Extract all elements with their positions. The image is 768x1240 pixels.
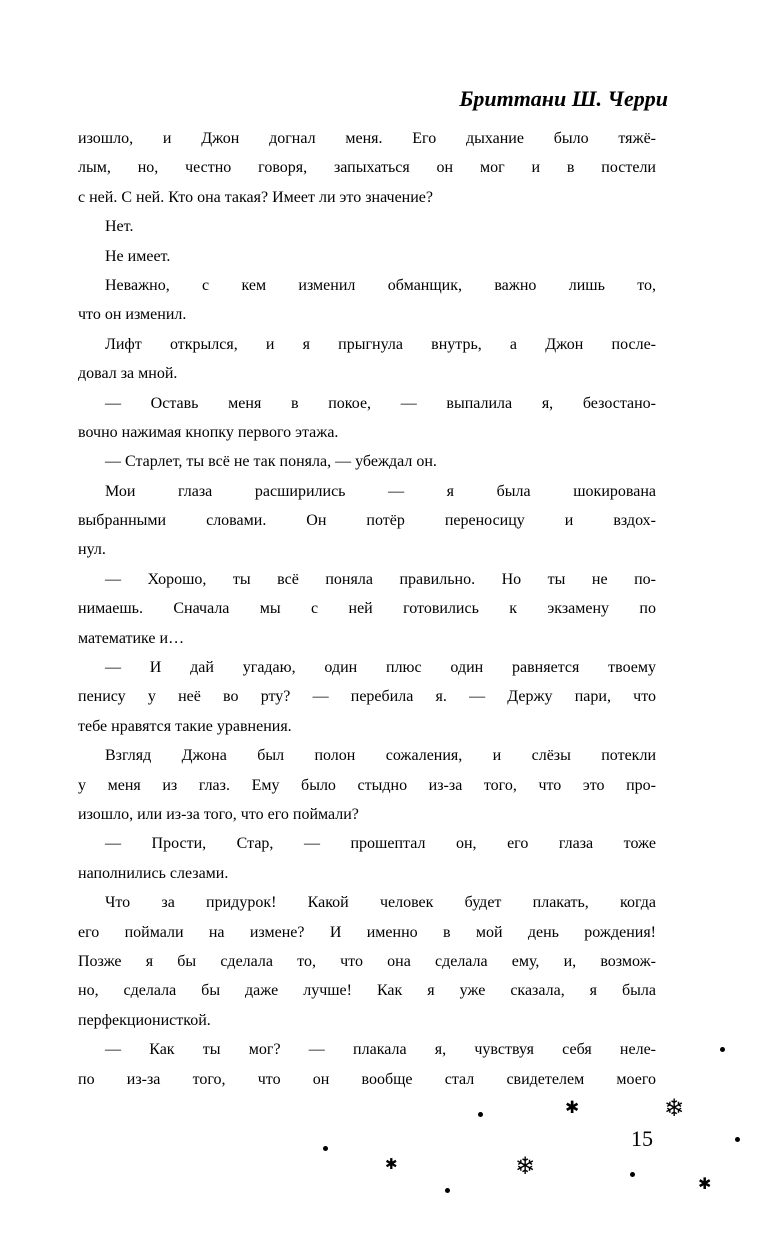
- text-line: по из-за того, что он вообще стал свидетелем моего: [78, 1070, 656, 1088]
- text-line: нул.: [78, 541, 106, 559]
- snowflake-icon: ❄: [664, 1094, 685, 1122]
- snow-dot: [630, 1172, 635, 1177]
- text-line: — И дай угадаю, один плюс один равняется твоему: [105, 659, 656, 677]
- text-line: изошло, или из-за того, что его поймали?: [78, 805, 359, 823]
- text-line: Взгляд Джона был полон сожаления, и слёзы потекли: [105, 747, 656, 765]
- text-line: нимаешь. Сначала мы с ней готовились к экзамену по: [78, 600, 656, 618]
- snow-dot: [735, 1137, 740, 1142]
- page-body-text: [78, 130, 656, 1100]
- snowflake-icon: ✱: [565, 1098, 580, 1118]
- snow-dot: [720, 1047, 725, 1052]
- text-line: — Прости, Стар, — прошептал он, его глаза тоже: [105, 835, 656, 853]
- text-line: перфекционисткой.: [78, 1011, 211, 1029]
- text-line: Мои глаза расширились — я была шокирована: [105, 482, 656, 500]
- text-line: Нет.: [105, 218, 134, 236]
- snowflake-icon: ❄: [515, 1152, 536, 1180]
- text-line: довал за мной.: [78, 365, 178, 383]
- text-line: у меня из глаз. Ему было стыдно из-за того, что это про-: [78, 776, 656, 794]
- text-line: что он изменил.: [78, 306, 187, 324]
- text-line: Неважно, с кем изменил обманщик, важно лишь то,: [105, 276, 656, 294]
- text-line: изошло, и Джон догнал меня. Его дыхание было тяжё-: [78, 130, 656, 147]
- text-line: Позже я бы сделала то, что она сделала ему, и, возмож-: [78, 952, 656, 970]
- text-line: — Как ты мог? — плакала я, чувствуя себя неле-: [105, 1041, 656, 1059]
- text-line: — Хорошо, ты всё поняла правильно. Но ты не по-: [105, 570, 656, 588]
- snow-dot: [478, 1112, 483, 1117]
- text-line: Что за придурок! Какой человек будет плакать, когда: [105, 894, 656, 912]
- text-line: — Оставь меня в покое, — выпалила я, безостано-: [105, 394, 656, 412]
- text-line: его поймали на измене? И именно в мой день рождения!: [78, 923, 656, 941]
- text-line: Лифт открылся, и я прыгнула внутрь, а Джон после-: [105, 335, 656, 353]
- text-line: вочно нажимая кнопку первого этажа.: [78, 423, 339, 441]
- snow-dot: [323, 1146, 328, 1151]
- text-line: наполнились слезами.: [78, 864, 229, 882]
- text-line: математике и…: [78, 629, 185, 647]
- snowflake-icon: ✱: [385, 1155, 398, 1173]
- snowflake-icon: ✱: [698, 1174, 712, 1193]
- page-number: 15: [631, 1126, 653, 1151]
- text-line: пенису у неё во рту? — перебила я. — Держу пари, что: [78, 688, 656, 706]
- text-line: но, сделала бы даже лучше! Как я уже сказала, я была: [78, 982, 656, 1000]
- text-line: с ней. С ней. Кто она такая? Имеет ли это значение?: [78, 188, 434, 206]
- text-line: лым, но, честно говоря, запыхаться он мог и в постели: [78, 159, 656, 177]
- running-title: Бриттани Ш. Черри: [459, 86, 668, 111]
- text-line: выбранными словами. Он потёр переносицу и вздох-: [78, 512, 656, 530]
- text-line: Не имеет.: [105, 247, 171, 265]
- text-line: тебе нравятся такие уравнения.: [78, 717, 292, 735]
- text-line: — Старлет, ты всё не так поняла, — убеждал он.: [105, 453, 437, 471]
- snow-dot: [445, 1188, 450, 1193]
